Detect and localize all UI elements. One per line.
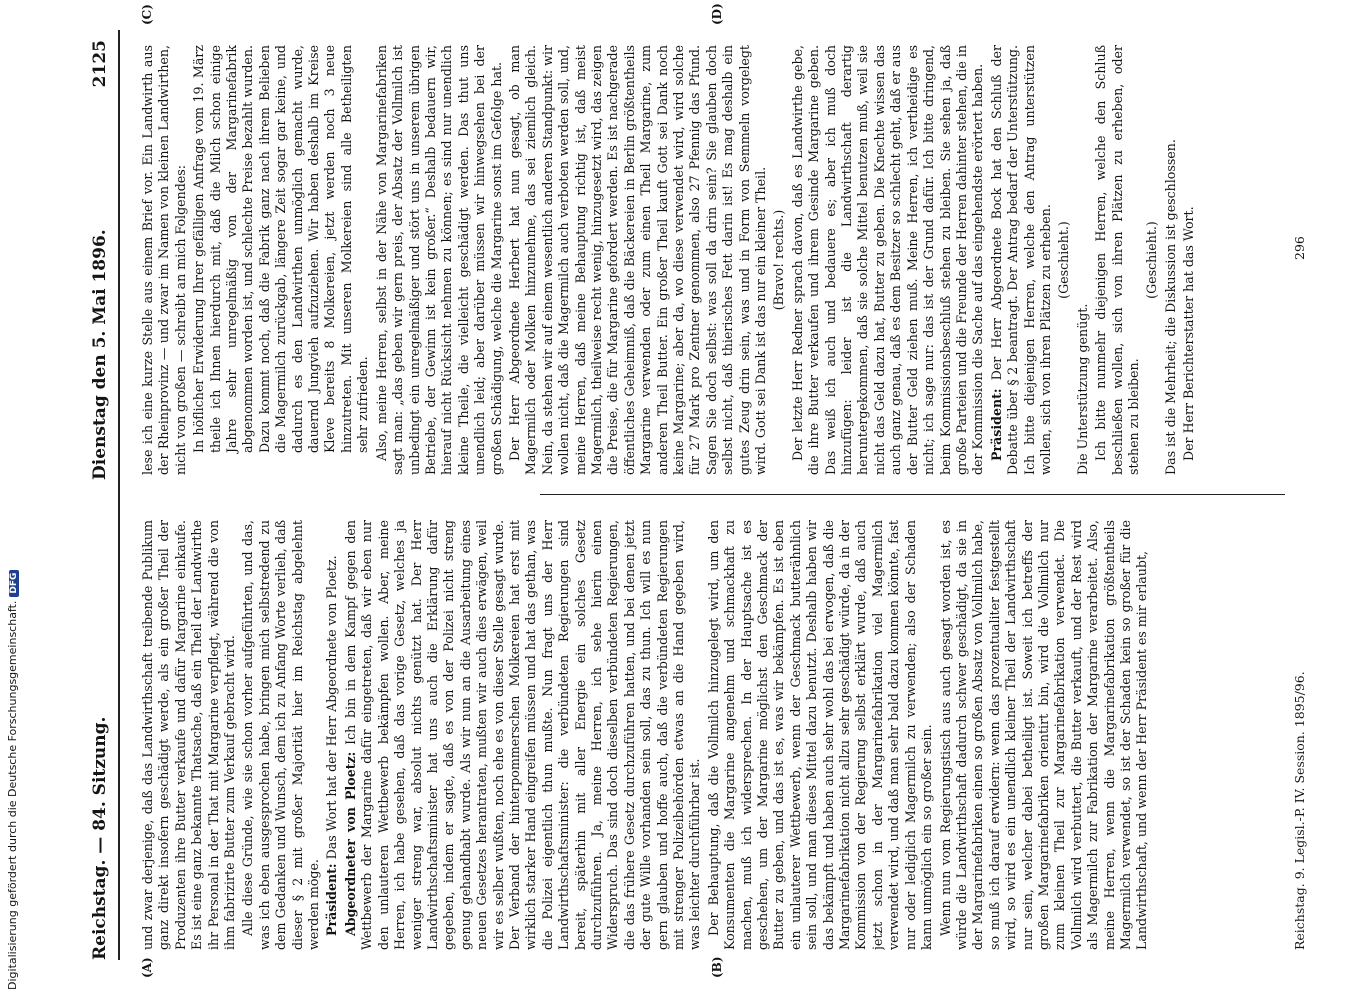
paragraph: (Bravo! rechts.) [771, 209, 787, 311]
speech-text: Das Wort hat der Herr Abgeordnete von Ploetz. [324, 555, 340, 860]
paragraph: Also, meine Herren, selbst in der Nähe von Margarinefabriken sagt man: „das geben wir gern preis, der Absatz der Vollmilch ist unbedingt ein unregelmäßiger und stört uns in unserem übrigen Betriebe, der Gewinn ist kein großer.“ Deshalb bedauern wir, hierauf nicht Rücksicht nehmen zu können; es sind nur unendlich kleine Theile, die vielleicht geschädigt werden. Das thut uns unendlich leid; aber darüber müssen wir hinwegsehen bei der großen Schädigung, welche die Margarine sonst im Gefolge hat. [373, 45, 504, 475]
paragraph: lese ich eine kurze Stelle aus einem Brief vor. Ein Landwirth aus der Rheinprovinz — und zwar im Namen von kleinen Landwirthen, nicht von großen — schreibt an mich Folgendes: [140, 45, 188, 475]
paragraph [324, 520, 340, 950]
header-rule [118, 30, 120, 960]
paragraph: In höflicher Erwiderung Ihrer gefälligen Anfrage vom 19. März theile ich Ihnen hierdurch mit, daß die Milch schon einige Jahre sehr unregelmäßig von der Margarinefabrik abgenommen worden ist, und schlechte Preise bezahlt wurden. Dazu kommt noch, daß die Fabrik ganz nach ihrem Belieben die Magermilch zurückgab, längere Zeit sogar gar keine, und dadurch es den Landwirthen unmöglich gemacht wurde, dauernd Jungvieh aufzuziehen. Wir haben deshalb im Kreise Kleve bereits 8 Molkereien, jetzt werden noch 3 neue hinzutreten. Mit unseren Molkereien sind alle Betheiligten sehr zufrieden. [191, 45, 371, 453]
rotated-page [70, 0, 1325, 1000]
credit-text: Digitalisierung gefördert durch die Deutsche Forschungsgemeinschaft. [6, 600, 19, 990]
paragraph: Alle diese Gründe, wie sie schon vorher aufgeführten, und das, was ich eben ausgesprochen habe, bringen mich selbstredend zu dem Gedanken und Wunsch, dem ich zu Anfang Worte verlieh, daß dieser § 2 mit großer Majorität hier im Reichstag abgelehnt werden möge. [240, 520, 322, 950]
paragraph: und zwar derjenige, daß das Landwirthschaft treibende Publikum ganz direkt insofern geschädigt werde, als ein großer Theil der Produzenten ihre Butter verkaufe und dafür Margarine einkaufe. Es ist eine ganz bekannte Thatsache, daß ein Theil der Landwirthe ihr Personal in der That mit Margarine verpflegt, während die von ihm fabrizirte Butter zum Verkauf gebracht wird. [140, 520, 238, 950]
header-right: Dienstag den 5. Mai 1896. [90, 229, 110, 480]
paragraph [343, 520, 704, 950]
margin-marker-d: (D) [710, 3, 724, 25]
speech-text: Der Herr Abgeordnete Bock hat den Schluß der Debatte über § 2 beantragt. Der Antrag bedarf der Unterstützung. Ich bitte diejenigen Herren, welche den Antrag unterstützen wollen, sich von ihren Plätzen zu erheben. [988, 45, 1053, 475]
paragraph: Ich bitte nunmehr diejenigen Herren, welche den Schluß beschließen wollen, sich von ihren Plätzen zu erheben, oder stehen zu bleiben. [1093, 45, 1141, 475]
margin-marker-a: (A) [140, 957, 154, 978]
margin-marker-b: (B) [710, 956, 724, 978]
header-page-number: 2125 [90, 40, 110, 88]
paragraph: Wenn nun vom Regierungstisch aus auch gesagt worden ist, es würde die Landwirthschaft dadurch schwer geschädigt, da sie in der Margarinefabriken einen so großen Absatz von Vollmilch habe, so muß ich darauf erwidern: wenn das prozentualiter festgestellt wird, so wird es ein unendlich kleiner Theil der Landwirthschaft nur sein, welcher dabei betheiligt ist. Soweit ich betreffs der großen Margarinefabriken orientirt bin, wird die Vollmilch nur zum kleinen Theil zur Margarinefabrikation verwendet. Die Vollmilch wird verbuttert, die Butter verkauft, und der Rest wird als Magermilch zur Fabrikation der Margarine verarbeitet. Also, meine Herren, wenn die Margarinefabrikation größtentheils Magermilch verwendet, so ist der Schaden kein so großer für die Landwirthschaft, und wenn der Herr Präsident es mir erlaubt, [937, 520, 1150, 950]
text-column-left [140, 520, 1273, 950]
paragraph: Der letzte Herr Redner sprach davon, daß es Landwirthe gebe, die ihre Butter verkaufen und ihrem Gesinde Margarine geben. Das weiß ich auch und bedauere es; aber ich muß doch hinzufügen: leider ist die Landwirthschaft derartig heruntergekommen, daß sie solche Mittel benutzen muß, weil sie nicht das Geld dazu hat, Butter zu geben. Die Knechte wissen das auch ganz genau, daß es dem Besitzer so schlecht geht, daß er aus der Butter Geld ziehen muß. Meine Herren, ich vertheidige es nicht; ich sage nur: das ist der Grund dafür. Ich bitte dringend, beim Kommissionsbeschluß stehen zu bleiben. Sie sehen ja, daß große Parteien und die Freunde der Herren dahinter stehen, die in der Kommission die Sache auf das eingehendste erörtert haben. [789, 45, 986, 475]
paragraph: (Geschieht.) [1144, 221, 1160, 299]
speaker-name: Präsident: [324, 863, 340, 936]
paragraph: Der Herr Berichterstatter hat das Wort. [1181, 206, 1197, 461]
footer-citation: Reichstag. 9. Legisl.-P. IV. Session. 1895/96. [1292, 671, 1307, 950]
speaker-name: Präsident: [988, 388, 1004, 461]
paragraph: Der Herr Abgeordnete Herbert hat nun gesagt, ob man Magermilch oder Molken hinzunehme, das sei ziemlich gleich. Nein, da stehen wir auf einem wesentlich anderen Standpunkt: wir wollen nicht, daß die Magermilch auch verboten werden soll, und, meine Herren, daß meine Behauptung richtig ist, daß meist Magermilch, theilweise recht wenig, hinzugesetzt wird, das zeigen die Preise, die für Margarine gefordert werden. Es ist nachgerade öffentliches Geheimniß, daß die Bäckereien in Berlin größtentheils Margarine verwenden oder zum einen Theil Margarine, zum anderen Theil Butter. Ein großer Theil kauft Gott sei Dank noch keine Margarine; aber da, wo diese verwendet wird, wird solche für 27 Mark pro Zentner genommen, also 27 Pfennig das Pfund. Sagen Sie doch selbst: was soll da drin sein? Sie glauben doch selbst nicht, daß thierisches Fett darin ist! Es mag deshalb ein gutes Zeug drin sein, was und in Form von Semmeln vorgelegt wird. Gott sei Dank ist das nur ein kleiner Theil. [506, 45, 769, 475]
dfg-logo-icon: DFG [9, 570, 19, 597]
column-divider [540, 494, 1285, 495]
paragraph [989, 45, 1055, 475]
speech-text: Ich bin in dem Kampf gegen den Wettbewerb der Margarine dafür eingetreten, daß wir eben nur den unlauteren Wettbewerb bekämpfen wollen. Aber, meine Herren, ich habe gesehen, daß das vorige Gesetz, welches ja weniger streng war, absolut nichts genützt hat. Der Herr Landwirthschaftsminister hat uns auch die Erklärung dafür gegeben, indem er sagte, daß es von der Polizei nicht streng genug gehandhabt wurde. Als wir nun an die Ausarbeitung eines neuen Gesetzes herantraten, mußten wir auch dies erwägen, weil wir es selber wußten, noch ehe es von dieser Stelle gesagt wurde. Der Verband der hinterpommerschen Molkereien hat erst mit wirklich starker Hand eingreifen müssen und hat das gethan, was die Polizei eigentlich thun mußte. Nun fragt uns der Herr Landwirthschaftsminister: die verbündeten Regierungen sind bereit, späterhin mit aller Energie ein solches Gesetz durchzuführen. Ja, meine Herren, ich sehe hierin einen Widerspruch. Das sind doch dieselben verbündeten Regierungen, die das frühere Gesetz durchzuführen hatten, und bei denen jetzt der gute Wille vorhanden sein soll, das zu thun. Ich will es nun gern glauben und hoffe auch, daß die verbündeten Regierungen mit strenger Polizeibehörden etwas an die Hand gegeben wird, was leichter durchführbar ist. [342, 520, 703, 950]
header-left: Reichstag. — 84. Sitzung. [90, 716, 110, 960]
paragraph: (Geschieht.) [1056, 221, 1072, 299]
paragraph: Das ist die Mehrheit; die Diskussion ist geschlossen. [1162, 139, 1178, 475]
paragraph: Der Behauptung, daß die Vollmilch hinzugelegt wird, um den Konsumenten die Margarine angenehm und schmackhaft zu machen, muß ich widersprechen. In der Hauptsache ist es geschehen, um der Margarine möglichst den Geschmack der Butter zu geben, und das ist es, was wir bekämpfen. Es ist eben ein unlauterer Wettbewerb, wenn der Geschmack butterähnlich sein soll, und man dieses Mittel dazu benutzt. Deshalb haben wir das bekämpft und haben auch sehr wohl das bei erwogen, daß die Margarinefabrikation nicht allzu sehr geschädigt würde, da in der Kommission von der Regierung selbst erklärt wurde, daß auch jetzt schon in der Margarinefabrikation viel Magermilch verwendet wird, und daß man sehr bald dazu kommen könnte, fast nur oder lediglich Magermilch zu verwenden; also der Schaden kann unmöglich ein so großer sein. [705, 520, 935, 950]
paragraph: Die Unterstützung genügt. [1074, 303, 1090, 475]
speaker-name: Abgeordneter von Ploetz: [342, 751, 358, 936]
margin-marker-c: (C) [140, 4, 154, 25]
digitization-credit [6, 572, 19, 990]
text-column-right [140, 45, 1273, 475]
footer-page-number: 296 [1292, 236, 1307, 260]
